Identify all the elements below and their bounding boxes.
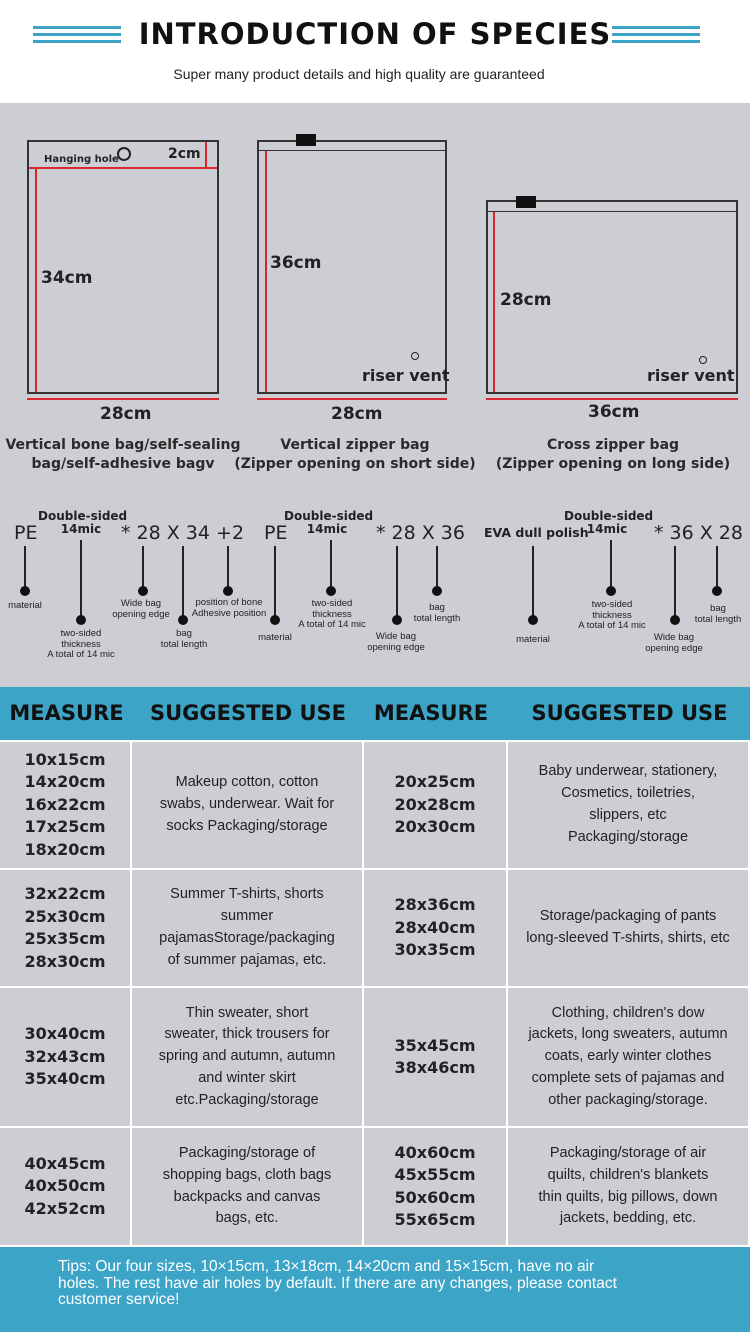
size-value: 20x25cm xyxy=(394,772,476,792)
size-value: 40x45cm xyxy=(24,1153,106,1173)
pointer-stick xyxy=(142,546,144,589)
column-header-measure: MEASURE xyxy=(9,701,124,725)
thickness-code xyxy=(284,509,374,536)
zipper-line xyxy=(488,211,736,212)
thickness-code-line-1: Double-sided xyxy=(38,509,128,523)
use-line: Packaging/storage of xyxy=(178,1144,316,1161)
page-title: INTRODUCTION OF SPECIES xyxy=(138,17,612,51)
use-text xyxy=(157,1143,338,1230)
use-line: Thin sweater, short xyxy=(185,1004,309,1021)
size-list xyxy=(394,1142,475,1232)
use-line: and winter skirt xyxy=(198,1069,296,1086)
edge-label xyxy=(104,599,178,620)
use-line: jackets, long sweaters, autumn xyxy=(528,1026,728,1043)
hanging-hole-icon xyxy=(117,147,131,161)
use-text xyxy=(533,1143,724,1230)
width-label: 28cm xyxy=(100,404,152,424)
vent-label: riser vent xyxy=(362,366,450,385)
material-code: PE xyxy=(264,522,288,544)
use-text xyxy=(533,761,724,848)
material-label: material xyxy=(8,600,42,611)
size-value: 20x28cm xyxy=(394,794,476,814)
length-label xyxy=(152,629,216,650)
bag-caption xyxy=(232,436,478,474)
edge-label-line-2: opening edge xyxy=(645,642,703,654)
size-list xyxy=(394,894,475,962)
size-value: 35x45cm xyxy=(394,1035,476,1055)
edge-label xyxy=(358,632,434,653)
thickness-code-line-1: Double-sided xyxy=(564,509,654,523)
measure-cell xyxy=(364,742,506,868)
tips-banner xyxy=(0,1247,750,1332)
bone-label-line-1: position of bone xyxy=(195,597,263,608)
use-line: slippers, etc xyxy=(589,807,667,823)
use-cell xyxy=(508,988,748,1126)
use-line: shopping bags, cloth bags xyxy=(162,1166,332,1183)
thickness-label xyxy=(30,629,132,661)
caption-line-2: (Zipper opening on long side) xyxy=(495,456,731,472)
thickness-code-line-2: 14mic xyxy=(60,522,102,536)
measure-cell xyxy=(364,1128,506,1245)
use-line: thin quilts, big pillows, down xyxy=(538,1188,718,1205)
size-list xyxy=(24,1023,105,1091)
size-value: 10x15cm xyxy=(24,749,106,769)
pointer-stick xyxy=(330,540,332,589)
size-value: 14x20cm xyxy=(24,772,106,792)
thickness-label xyxy=(282,599,382,631)
use-line: Makeup cotton, cotton xyxy=(175,774,319,791)
edge-label-line-2: opening edge xyxy=(367,641,425,653)
pointer-dot xyxy=(270,615,280,625)
use-line: coats, early winter clothes xyxy=(544,1048,712,1065)
title-decoration-right xyxy=(612,26,700,47)
use-line: of summer pajamas, etc. xyxy=(167,951,327,968)
length-label-line-2: total length xyxy=(160,638,208,650)
use-cell xyxy=(508,1128,748,1245)
thickness-label-line-2: thickness xyxy=(312,608,352,620)
use-line: other packaging/storage. xyxy=(548,1091,708,1108)
size-value: 20x30cm xyxy=(394,817,476,837)
use-line: sweater, thick trousers for xyxy=(164,1026,330,1043)
column-header-use: SUGGESTED USE xyxy=(531,701,728,725)
pointer-dot xyxy=(712,586,722,596)
column-header-measure: MEASURE xyxy=(373,701,489,725)
height-line xyxy=(265,151,267,392)
width-line xyxy=(486,398,738,400)
pointer-stick xyxy=(24,546,26,589)
length-label xyxy=(406,603,468,624)
edge-label-line-1: Wide bag xyxy=(653,632,695,643)
use-cell xyxy=(508,742,748,868)
use-line: Packaging/storage xyxy=(567,828,689,845)
width-label: 28cm xyxy=(331,404,383,424)
caption-line-1: Cross zipper bag xyxy=(546,437,680,453)
height-line xyxy=(35,167,37,392)
use-line: etc.Packaging/storage xyxy=(175,1091,319,1108)
thickness-code-line-1: Double-sided xyxy=(284,509,374,523)
pointer-dot xyxy=(670,615,680,625)
thickness-code xyxy=(38,509,128,536)
pointer-stick xyxy=(436,546,438,589)
column-header-use: SUGGESTED USE xyxy=(149,701,347,725)
pointer-dot xyxy=(606,586,616,596)
use-text xyxy=(154,772,340,837)
size-value: 45x55cm xyxy=(394,1165,476,1184)
thickness-label-line-3: A total of 14 mic xyxy=(298,619,366,630)
bone-label xyxy=(184,598,274,619)
pointer-dot xyxy=(223,586,233,596)
measure-cell xyxy=(0,1128,130,1245)
use-line: Baby underwear, stationery, xyxy=(538,763,718,780)
edge-label-line-2: opening edge xyxy=(112,608,170,620)
pointer-stick xyxy=(716,546,718,589)
size-value: 38x46cm xyxy=(394,1058,476,1077)
size-list xyxy=(24,1153,105,1221)
width-label: 36cm xyxy=(588,402,640,422)
vent-label: riser vent xyxy=(647,366,735,385)
size-value: 35x40cm xyxy=(24,1069,106,1089)
length-label-line-2: total length xyxy=(413,612,461,624)
bag-caption xyxy=(488,436,738,474)
table-header xyxy=(0,687,750,740)
thickness-label-line-3: A total of 14 mic xyxy=(578,620,646,631)
size-list xyxy=(394,771,475,839)
size-value: 28x30cm xyxy=(24,951,106,971)
zipper-line xyxy=(259,150,445,151)
hanging-hole-label: Hanging hole xyxy=(44,154,119,165)
thickness-label-line-3: A total of 14 mic xyxy=(47,649,115,660)
thickness-code-line-2: 14mic xyxy=(586,522,628,536)
use-line: Summer T-shirts, shorts xyxy=(170,886,324,903)
size-value: 16x22cm xyxy=(24,794,106,814)
size-list xyxy=(24,749,105,862)
use-line: Packaging/storage of air xyxy=(549,1144,707,1161)
size-table xyxy=(0,740,750,1247)
use-line: Clothing, children's dow xyxy=(551,1004,705,1021)
size-value: 40x60cm xyxy=(394,1142,476,1162)
use-cell xyxy=(132,870,362,986)
thickness-label-line-2: thickness xyxy=(592,609,632,621)
measure-cell xyxy=(364,870,506,986)
size-value: 30x40cm xyxy=(24,1024,106,1044)
pointer-stick xyxy=(274,546,276,618)
caption-line-1: Vertical bone bag/self-sealing xyxy=(5,437,241,453)
bag-caption xyxy=(0,436,246,474)
caption-line-2: bag/self-adhesive bagv xyxy=(31,456,215,472)
size-value: 32x43cm xyxy=(24,1046,106,1066)
diagram-panel xyxy=(0,103,750,687)
use-line: spring and autumn, autumn xyxy=(158,1048,336,1065)
size-value: 18x20cm xyxy=(24,839,106,859)
use-line: bags, etc. xyxy=(215,1210,279,1227)
material-code: EVA dull polish xyxy=(484,525,589,540)
use-text xyxy=(522,1003,733,1112)
size-code: * 36 X 28 xyxy=(654,522,743,544)
width-line xyxy=(27,398,219,400)
seal-line xyxy=(29,167,217,169)
use-cell xyxy=(508,870,748,986)
edge-label-line-1: Wide bag xyxy=(375,631,417,642)
use-line: long-sleeved T-shirts, shirts, etc xyxy=(526,930,730,946)
height-label: 36cm xyxy=(270,253,322,273)
size-value: 42x52cm xyxy=(24,1198,106,1218)
size-code: * 28 X 36 xyxy=(376,522,465,544)
size-value: 30x35cm xyxy=(394,940,476,960)
use-cell xyxy=(132,742,362,868)
use-line: pajamasStorage/packaging xyxy=(159,930,335,946)
material-code: PE xyxy=(14,522,38,544)
edge-label-line-1: Wide bag xyxy=(120,598,162,609)
use-text xyxy=(153,1003,342,1112)
length-label-line-1: bag xyxy=(710,603,726,614)
pointer-dot xyxy=(432,586,442,596)
use-line: quilts, children's blankets xyxy=(547,1166,709,1183)
pointer-dot xyxy=(138,586,148,596)
thickness-code xyxy=(564,509,654,536)
thickness-label-line-2: thickness xyxy=(61,638,101,650)
use-text xyxy=(520,906,736,950)
vent-icon xyxy=(411,352,419,360)
height-label: 34cm xyxy=(41,268,93,288)
tips-line-1: Tips: Our four sizes, 10×15cm, 13×18cm, 14×20cm and 15×15cm, have no air xyxy=(58,1258,595,1275)
size-code: * 28 X 34 +2 xyxy=(121,522,245,544)
thickness-label-line-1: two-sided xyxy=(591,599,633,610)
length-label-line-1: bag xyxy=(176,628,192,639)
measure-cell xyxy=(0,988,130,1126)
use-cell xyxy=(132,988,362,1126)
material-label: material xyxy=(258,632,292,643)
size-list xyxy=(24,883,105,973)
pointer-dot xyxy=(326,586,336,596)
vent-icon xyxy=(699,356,707,364)
pointer-stick xyxy=(227,546,229,589)
header xyxy=(0,0,750,103)
caption-line-2: (Zipper opening on short side) xyxy=(234,456,476,472)
size-value: 25x30cm xyxy=(24,906,106,926)
pointer-stick xyxy=(674,546,676,618)
use-line: Storage/packaging of pants xyxy=(539,908,717,925)
edge-label xyxy=(636,633,712,654)
height-line xyxy=(493,212,495,392)
use-text xyxy=(153,884,341,971)
measure-cell xyxy=(364,988,506,1126)
tips-line-3: customer service! xyxy=(58,1291,180,1308)
use-line: summer xyxy=(220,908,274,925)
size-value: 55x65cm xyxy=(394,1210,476,1229)
measure-cell xyxy=(0,742,130,868)
top-margin-line xyxy=(205,142,207,167)
thickness-code-line-2: 14mic xyxy=(306,522,348,536)
size-value: 28x40cm xyxy=(394,917,476,937)
size-value: 50x60cm xyxy=(394,1187,476,1207)
bag-outline xyxy=(27,140,219,394)
thickness-label xyxy=(562,600,662,632)
measure-cell xyxy=(0,870,130,986)
top-margin-label: 2cm xyxy=(168,146,201,162)
zipper-slider xyxy=(296,134,316,146)
length-label-line-1: bag xyxy=(429,602,445,613)
pointer-dot xyxy=(392,615,402,625)
width-line xyxy=(257,398,447,400)
thickness-label-line-1: two-sided xyxy=(60,628,102,639)
size-value: 25x35cm xyxy=(24,929,106,948)
use-line: backpacks and canvas xyxy=(173,1188,321,1205)
caption-line-1: Vertical zipper bag xyxy=(280,437,430,453)
size-value: 17x25cm xyxy=(24,817,106,837)
pointer-stick xyxy=(80,540,82,618)
use-line: Cosmetics, toiletries, xyxy=(561,785,695,802)
size-value: 32x22cm xyxy=(24,884,106,903)
use-cell xyxy=(132,1128,362,1245)
length-label-line-2: total length xyxy=(694,613,742,625)
size-list xyxy=(394,1035,475,1080)
length-label xyxy=(688,604,748,625)
height-label: 28cm xyxy=(500,290,552,310)
pointer-dot xyxy=(76,615,86,625)
thickness-label-line-1: two-sided xyxy=(311,598,353,609)
bone-label-line-2: Adhesive position xyxy=(191,607,267,619)
use-line: complete sets of pajamas and xyxy=(531,1069,725,1086)
use-line: socks Packaging/storage xyxy=(166,817,328,834)
pointer-stick xyxy=(610,540,612,589)
pointer-dot xyxy=(528,615,538,625)
size-value: 28x36cm xyxy=(394,895,476,915)
pointer-stick xyxy=(396,546,398,618)
use-line: swabs, underwear. Wait for xyxy=(159,796,335,813)
tips-line-2: holes. The rest have air holes by default. If there are any changes, please contact xyxy=(58,1274,617,1292)
material-label: material xyxy=(516,634,550,645)
pointer-stick xyxy=(532,546,534,618)
size-value: 40x50cm xyxy=(24,1176,106,1196)
zipper-slider xyxy=(516,196,536,208)
page-subtitle: Super many product details and high quality are guaranteed xyxy=(173,66,545,82)
pointer-dot xyxy=(20,586,30,596)
use-line: jackets, bedding, etc. xyxy=(559,1210,697,1227)
